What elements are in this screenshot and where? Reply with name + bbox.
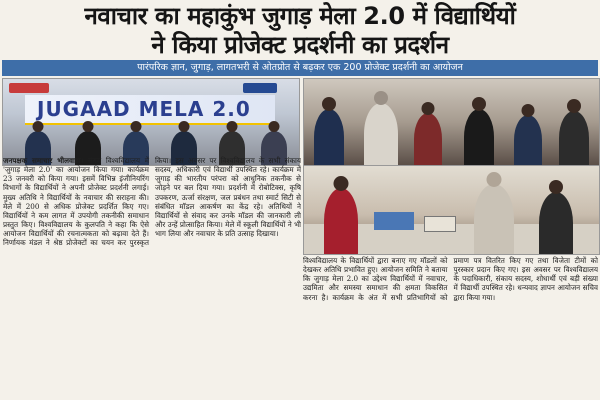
- stage-banner-text: JUGAAD MELA 2.0: [37, 97, 251, 121]
- article-dateline: जनपक्षक समाचार भीलवाड़ा।: [3, 156, 84, 165]
- sponsor-logo-left: [9, 83, 49, 93]
- stage-photo: [2, 78, 300, 166]
- project-model: [374, 212, 414, 230]
- exhibition-hall-photo: [303, 78, 600, 166]
- project-exhibit-photo: [303, 165, 600, 255]
- university-logo: [243, 83, 277, 93]
- guest-figure: [474, 184, 514, 254]
- headline-line-2: ने किया प्रोजेक्ट प्रदर्शनी का प्रदर्शन: [151, 31, 449, 59]
- visitor-figure: [514, 115, 542, 165]
- project-model: [424, 216, 456, 232]
- article-body-left: [3, 156, 301, 396]
- article-body-bottom: विश्वविद्यालय के विद्यार्थियों द्वारा बनाए गए मॉडलों को देखकर अतिथि प्रभावित हुए। आयोजन समिति ने बताया कि जुगाड़ मेला 2.0 का उद्देश्य विद्यार्थियों में नवाचार, उद्यमिता और समस्या समाधान की क्षमता विकसित करना है। कार्यक्रम के अंत में सभी प्रतिभागियों को प्रमाण पत्र वितरित किए गए तथा विजेता टीमों को पुरस्कार प्रदान किए गए। इस अवसर पर विश्वविद्यालय के पदाधिकारी, संकाय सदस्य, शोधार्थी एवं बड़ी संख्या में विद्यार्थी उपस्थित रहे। धन्यवाद ज्ञापन आयोजन सचिव द्वारा किया गया।: [303, 256, 598, 302]
- stage-banner: [25, 95, 275, 125]
- visitor-figure: [464, 109, 494, 165]
- headline: [0, 2, 600, 60]
- visitor-figure: [414, 113, 442, 165]
- visitor-figure: [314, 109, 344, 165]
- visitor-figure: [364, 103, 398, 165]
- visitor-figure: [559, 111, 589, 165]
- headline-line-1: नवाचार का महाकुंभ जुगाड़ मेला 2.0 में विद्यार्थियों: [84, 2, 516, 30]
- student-figure: [324, 188, 358, 254]
- subheadline-bar: पारंपरिक ज्ञान, जुगाड़, लागतभरी से ओतप्रोत से बढ़कर एक 200 प्रोजेक्ट प्रदर्शनी का आयोजन: [2, 60, 598, 76]
- guest-figure: [539, 192, 573, 254]
- article-body-text: संगम विश्वविद्यालय में 'जुगाड़ मेला 2.0' का आयोजन किया गया। कार्यक्रम 23 जनवरी को किया गया। इसमें विभिन्न इंजीनियरिंग विभागों के विद्यार्थियों ने अपनी प्रोजेक्ट प्रदर्शनी लगाई। मुख्य अतिथि ने विद्यार्थियों के नवाचार की सराहना की। मेले में 200 से अधिक प्रोजेक्ट प्रदर्शित किए गए। विद्यार्थियों ने कम लागत में उपयोगी तकनीकी समाधान प्रस्तुत किए। विश्वविद्यालय के कुलपति ने कहा कि ऐसे आयोजन विद्यार्थियों की रचनात्मकता को बढ़ावा देते हैं। निर्णायक मंडल ने श्रेष्ठ प्रोजेक्टों का चयन कर पुरस्कृत किया। इस अवसर पर विश्वविद्यालय के सभी संकाय सदस्य, अधिकारी एवं विद्यार्थी उपस्थित रहे। कार्यक्रम में जुगाड़ की भारतीय परंपरा को आधुनिक तकनीक से जोड़ने पर बल दिया गया। प्रदर्शनी में रोबोटिक्स, कृषि उपकरण, ऊर्जा संरक्षण, जल प्रबंधन तथा स्मार्ट सिटी से संबंधित मॉडल आकर्षण का केंद्र रहे। अतिथियों ने विद्यार्थियों से संवाद कर उनके मॉडल की जानकारी ली और उन्हें प्रोत्साहित किया। मेले में स्कूली विद्यार्थियों ने भी भाग लिया और नवाचार के प्रति उत्साह दिखाया।: [3, 156, 301, 248]
